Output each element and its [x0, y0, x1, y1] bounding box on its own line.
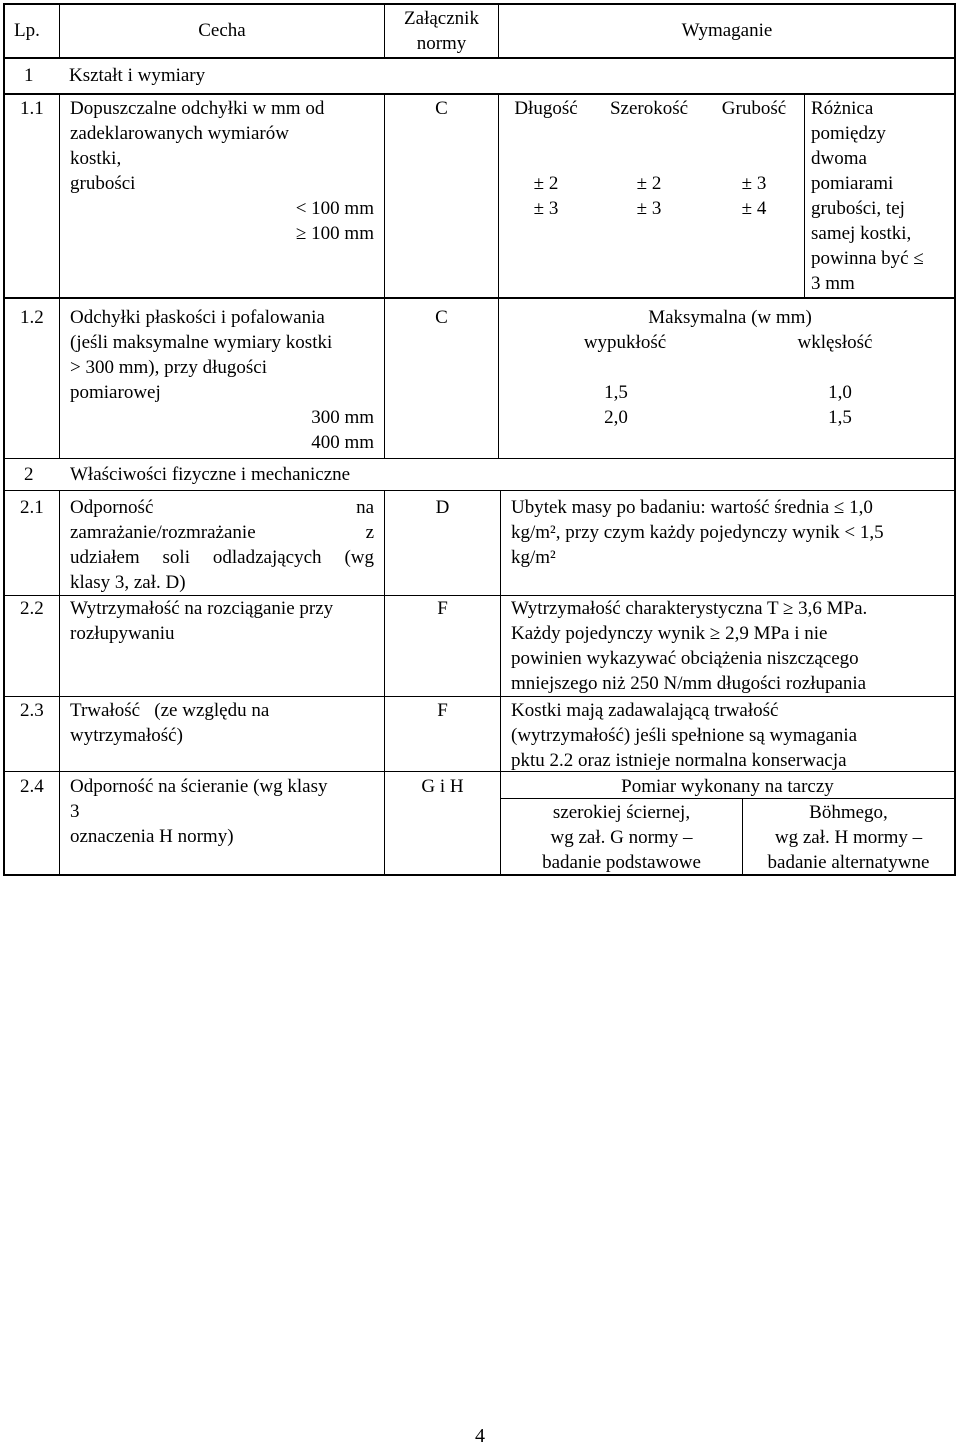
row-1-2-col-wkleslosc: wklęsłość [797, 332, 873, 353]
row-1-2-cecha-line: Odchyłki płaskości i pofalowania [70, 307, 325, 328]
row-1-1-col-szerokosc: Szerokość [609, 98, 689, 119]
header-zalacznik-line1: Załącznik [404, 8, 479, 29]
row-2-2-req-line: powinien wykazywać obciążenia niszczącego [511, 648, 859, 669]
row-2-1-cecha-line: klasy 3, zał. D) [70, 572, 186, 593]
row-2-1-req-line: kg/m² [511, 547, 556, 568]
row-1-1-value: ± 3 [741, 173, 767, 194]
row-1-1-col-grubosc: Grubość [721, 98, 787, 119]
row-1-1-threshold: ≥ 100 mm [296, 223, 374, 244]
header-lp: Lp. [14, 20, 40, 41]
page-number: 4 [475, 1425, 485, 1447]
row-1-1-note-line: 3 mm [811, 273, 855, 294]
row-2-1-req-line: kg/m², przy czym każdy pojedynczy wynik < 1,5 [511, 522, 884, 543]
row-2-3-cecha-line: wytrzymałość) [70, 725, 183, 746]
row-2-3-annex: F [437, 700, 448, 721]
table-right-border [954, 3, 956, 876]
row-1-1-value: ± 3 [533, 198, 559, 219]
col-sep-lp [59, 94, 60, 458]
row-1-1-value: ± 3 [636, 198, 662, 219]
row-1-1-annex: C [435, 98, 448, 119]
row-1-2-length: 300 mm [311, 407, 374, 428]
header-zalacznik-line2: normy [416, 33, 467, 54]
row-1-1-cecha-line: kostki, [70, 148, 122, 169]
row-1-2-value: 1,5 [604, 382, 628, 403]
row-2-2-req-line: Wytrzymałość charakterystyczna T ≥ 3,6 MPa. [511, 598, 868, 619]
row-1-2-length: 400 mm [311, 432, 374, 453]
row-2-4-left-line: badanie podstawowe [542, 852, 701, 873]
row-2-1-lp: 2.1 [20, 497, 44, 518]
row-sep-section1 [3, 93, 956, 95]
section1-lp: 1 [24, 65, 34, 86]
col-sep-annex [498, 94, 499, 458]
section2-title: Właściwości fizyczne i mechaniczne [70, 464, 351, 485]
row-2-3-req-line: Kostki mają zadawalającą trwałość [511, 700, 779, 721]
row-2-4-cecha-line: 3 [70, 801, 80, 822]
row-1-1-note-line: powinna być ≤ [811, 248, 924, 269]
row-1-1-cecha-line: grubości [70, 173, 136, 194]
col-sep-note [804, 94, 805, 298]
row-1-1-note-line: Różnica [811, 98, 874, 119]
row-2-1-cecha-word: zamrażanie/rozmrażanie [70, 522, 256, 543]
row-1-1-threshold: < 100 mm [295, 198, 374, 219]
row-1-2-value: 1,0 [828, 382, 852, 403]
row-2-1-req-line: Ubytek masy po badaniu: wartość średnia ≤ 1,0 [511, 497, 873, 518]
row-2-4-header: Pomiar wykonany na tarczy [621, 776, 834, 797]
row-2-4-lp: 2.4 [20, 776, 44, 797]
header-wymaganie: Wymaganie [681, 20, 773, 41]
row-sep-header [3, 57, 956, 59]
row-2-2-req-line: mniejszego niż 250 N/mm długości rozłupania [511, 673, 867, 694]
row-2-4-right-line: Böhmego, [809, 802, 888, 823]
row-2-1-cecha-word: Odporność [70, 497, 154, 518]
row-sep-section2 [3, 490, 956, 491]
row-1-1-value: ± 2 [533, 173, 559, 194]
row-2-2-req-line: Każdy pojedynczy wynik ≥ 2,9 MPa i nie [511, 623, 828, 644]
row-1-2-cecha-line: > 300 mm), przy długości [70, 357, 267, 378]
col-sep-cecha [384, 94, 385, 458]
row-sep-1-1 [3, 297, 956, 299]
row-1-1-cecha-line: Dopuszczalne odchyłki w mm od [70, 98, 325, 119]
row-1-1-note-line: dwoma [811, 148, 867, 169]
row-1-2-cecha-line: pomiarowej [70, 382, 161, 403]
header-cecha: Cecha [198, 20, 246, 41]
row-1-1-note-line: grubości, tej [811, 198, 905, 219]
col-sep-lp [59, 490, 60, 876]
table-left-border [3, 3, 5, 876]
row-1-1-cecha-line: zadeklarowanych wymiarów [70, 123, 289, 144]
row-2-3-cecha-line: Trwałość (ze względu na [70, 700, 270, 721]
row-2-1-cecha-word: z [365, 522, 374, 543]
row-1-2-cecha-line: (jeśli maksymalne wymiary kostki [70, 332, 333, 353]
row-2-2-cecha-line: Wytrzymałość na rozciąganie przy [70, 598, 334, 619]
row-1-1-col-dlugosc: Długość [514, 98, 578, 119]
row-2-4-annex: G i H [421, 776, 464, 797]
row-2-3-req-line: pktu 2.2 oraz istnieje normalna konserwacja [511, 750, 847, 771]
row-1-2-value: 1,5 [828, 407, 852, 428]
row-1-2-value: 2,0 [604, 407, 628, 428]
row-2-3-req-line: (wytrzymałość) jeśli spełnione są wymagania [511, 725, 858, 746]
row-1-2-header: Maksymalna (w mm) [648, 307, 812, 328]
row-1-2-annex: C [435, 307, 448, 328]
row-2-2-annex: F [437, 598, 448, 619]
row-2-3-lp: 2.3 [20, 700, 44, 721]
row-2-4-right-line: wg zał. H mormy – [774, 827, 923, 848]
row-sep-2-2 [3, 696, 956, 697]
col-sep-cecha [384, 490, 385, 876]
row-1-1-note-line: samej kostki, [811, 223, 912, 244]
row-1-2-col-wypuklosc: wypukłość [583, 332, 667, 353]
row-2-2-lp: 2.2 [20, 598, 44, 619]
row-2-4-right-line: badanie alternatywne [767, 852, 930, 873]
row-1-1-lp: 1.1 [20, 98, 44, 119]
row-2-1-cecha-line: udziałem soli odladzających (wg [70, 547, 374, 568]
row-2-4-cecha-line: oznaczenia H normy) [70, 826, 234, 847]
row-2-4-cecha-line: Odporność na ścieranie (wg klasy [70, 776, 328, 797]
row-2-4-left-line: szerokiej ściernej, [552, 802, 691, 823]
row-1-1-value: ± 2 [636, 173, 662, 194]
row-1-1-value: ± 4 [741, 198, 767, 219]
row-2-4-left-line: wg zał. G normy – [550, 827, 693, 848]
section2-lp: 2 [24, 464, 34, 485]
section1-title: Kształt i wymiary [69, 65, 206, 86]
table-top-border [3, 3, 956, 5]
row-sep-1-2 [3, 458, 956, 459]
row-2-1-annex: D [435, 497, 450, 518]
row-2-2-cecha-line: rozłupywaniu [70, 623, 175, 644]
row-1-1-note-line: pomiędzy [811, 123, 886, 144]
row-1-2-lp: 1.2 [20, 307, 44, 328]
row-2-1-cecha-word: na [356, 497, 374, 518]
row-1-1-note-line: pomiarami [811, 173, 894, 194]
